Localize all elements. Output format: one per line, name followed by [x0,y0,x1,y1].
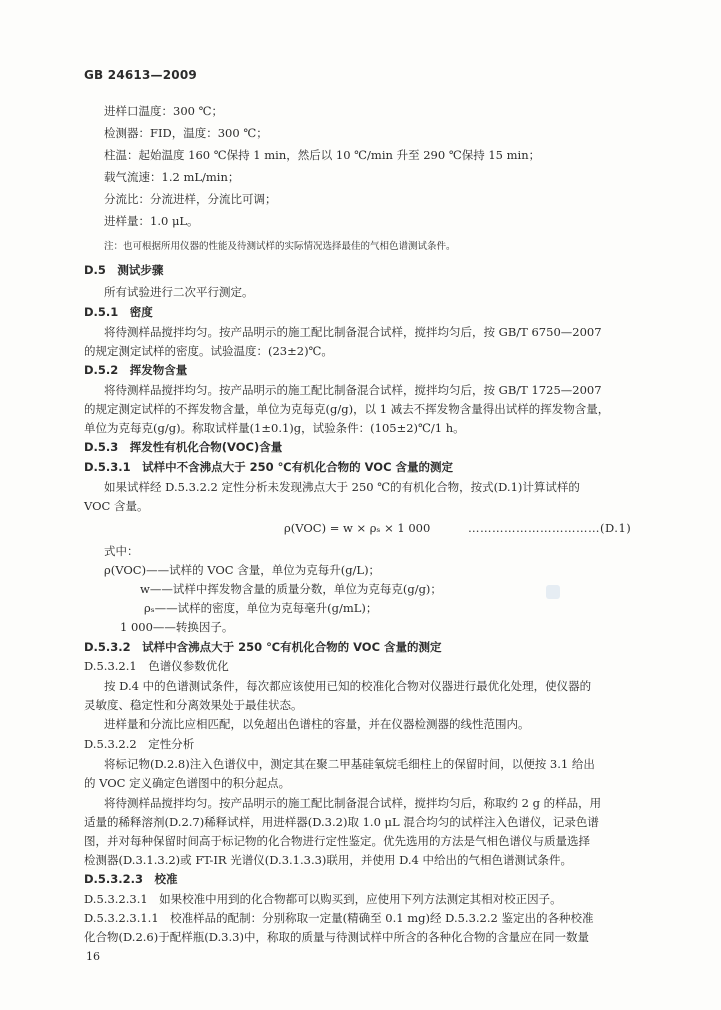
condition-line: 进样量：1.0 μL。 [104,214,199,228]
formula-d1: ρ(VOC) = w × ρₛ × 1 000 [284,521,431,535]
formula-reference: ……………………………(D.1) [468,521,632,535]
paragraph-line: 进样量和分流比应相匹配，以免超出色谱柱的容量，并在仪器检测器的线性范围内。 [104,717,530,731]
paragraph-line: 的规定测定试样的不挥发物含量，单位为克每克(g/g)，以 1 减去不挥发物含量得出试样的挥发物含量， [84,402,610,416]
condition-line: 检测器：FID，温度：300 ℃； [104,126,268,140]
paragraph-line: 将标记物(D.2.8)注入色谱仪中，测定其在聚二甲基硅氧烷毛细柱上的保留时间，以便按 3.1 给出 [104,757,595,771]
variable-definition: ρₛ——试样的密度，单位为克每毫升(g/mL)； [144,601,378,615]
paragraph-line: 所有试验进行二次平行测定。 [104,285,254,299]
paragraph-line: 将待测样品搅拌均匀。按产品明示的施工配比制备混合试样，搅拌均匀后，按 GB/T 1725—2007 [104,383,602,397]
section-title-d5322: D.5.3.2.2 定性分析 [84,737,195,751]
section-title-d52: D.5.2 挥发物含量 [84,363,188,377]
section-title-d5323: D.5.3.2.3 校准 [84,872,178,886]
section-title-d53: D.5.3 挥发性有机化合物(VOC)含量 [84,440,283,454]
condition-line: 进样口温度：300 ℃； [104,104,223,118]
paragraph-line: 化合物(D.2.6)于配样瓶(D.3.3)中，称取的质量与待测试样中所含的各种化合物的含量应在同一数量 [84,930,589,944]
where-label: 式中： [104,544,139,558]
paragraph-line: VOC 含量。 [84,499,149,513]
paragraph-line: 将待测样品搅拌均匀。按产品明示的施工配比制备混合试样，搅拌均匀后，称取约 2 g 的样品，用 [104,796,602,810]
standard-number-header: GB 24613—2009 [84,68,197,82]
section-title-d531: D.5.3.1 试样中不含沸点大于 250 ℃有机化合物的 VOC 含量的测定 [84,460,454,474]
variable-definition: w——试样中挥发物含量的质量分数，单位为克每克(g/g)； [140,582,442,596]
section-title-d5: D.5 测试步骤 [84,263,164,277]
section-title-d5321: D.5.3.2.1 色谱仪参数优化 [84,659,229,673]
paragraph-line: 单位为克每克(g/g)。称取试样量(1±0.1)g，试验条件：(105±2)℃/1 h。 [84,421,465,435]
variable-definition: ρ(VOC)——试样的 VOC 含量，单位为克每升(g/L)； [104,563,381,577]
paragraph-line: D.5.3.2.3.1 如果校准中用到的化合物都可以购买到，应使用下列方法测定其相对校正因子。 [84,892,562,906]
condition-line: 分流比：分流进样，分流比可调； [104,192,277,206]
condition-line: 柱温：起始温度 160 ℃保持 1 min，然后以 10 ℃/min 升至 290 ℃保持 15 min； [104,148,541,162]
watermark-icon [546,585,560,599]
section-title-d532: D.5.3.2 试样中含沸点大于 250 ℃有机化合物的 VOC 含量的测定 [84,640,442,654]
paragraph-line: 的 VOC 定义确定色谱图中的积分起点。 [84,776,291,790]
paragraph-line: 灵敏度、稳定性和分离效果处于最佳状态。 [84,698,303,712]
paragraph-line: 如果试样经 D.5.3.2.2 定性分析未发现沸点大于 250 ℃的有机化合物，按式(D.1)计算试样的 [104,480,580,494]
section-title-d51: D.5.1 密度 [84,305,153,319]
note: 注：也可根据所用仪器的性能及待测试样的实际情况选择最佳的气相色谱测试条件。 [104,241,456,252]
variable-definition: 1 000——转换因子。 [120,620,234,634]
paragraph-line: 检测器(D.3.1.3.2)或 FT-IR 光谱仪(D.3.1.3.3)联用，并使用 D.4 中给出的气相色谱测试条件。 [84,853,572,867]
paragraph-line: D.5.3.2.3.1.1 校准样品的配制：分别称取一定量(精确至 0.1 mg)经 D.5.3.2.2 鉴定出的各种校准 [84,911,594,925]
paragraph-line: 按 D.4 中的色谱测试条件，每次都应该使用已知的校准化合物对仪器进行最优化处理，使仪器的 [104,679,592,693]
paragraph-line: 适量的稀释溶剂(D.2.7)稀释试样，用进样器(D.3.2)取 1.0 μL 混合均匀的试样注入色谱仪，记录色谱 [84,815,599,829]
paragraph-line: 图，并对每种保留时间高于标记物的化合物进行定性鉴定。优先选用的方法是气相色谱仪与质量选择 [84,834,590,848]
paragraph-line: 将待测样品搅拌均匀。按产品明示的施工配比制备混合试样，搅拌均匀后，按 GB/T 6750—2007 [104,325,602,339]
paragraph-line: 的规定测定试样的密度。试验温度：(23±2)℃。 [84,344,333,358]
page-number: 16 [86,950,100,963]
condition-line: 载气流速：1.2 mL/min； [104,170,240,184]
